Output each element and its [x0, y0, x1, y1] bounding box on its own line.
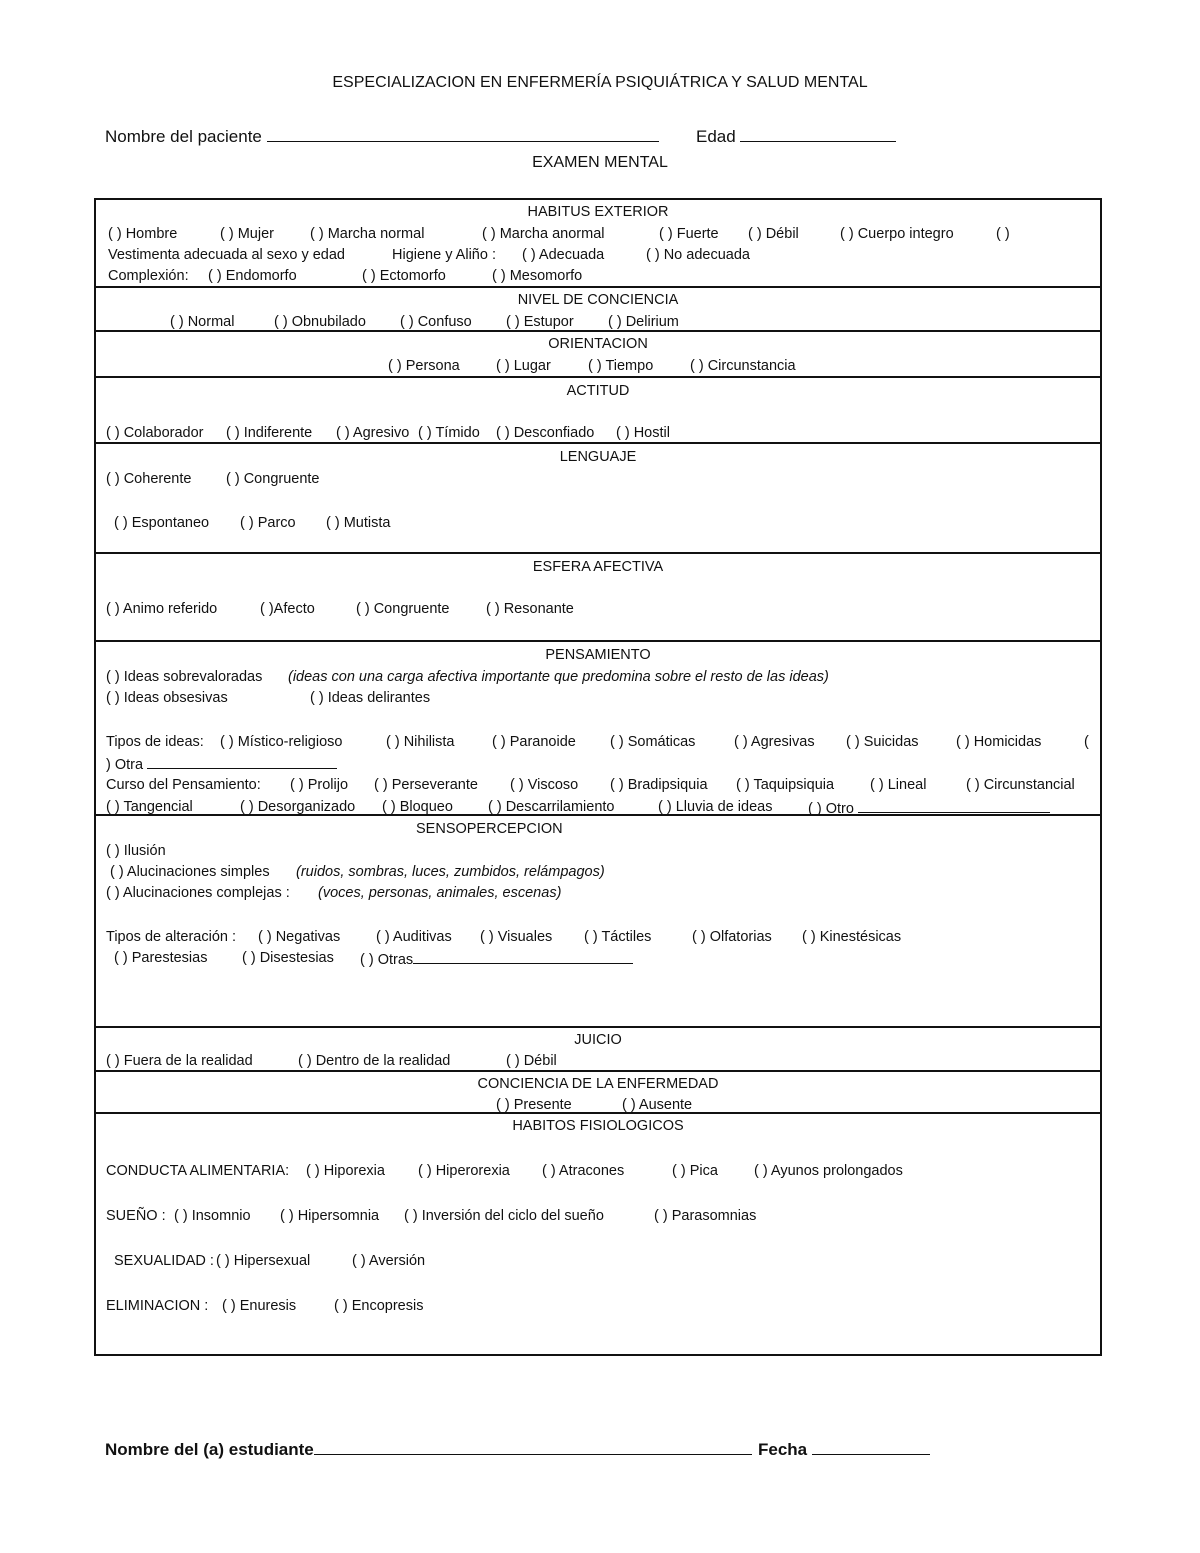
label: Tipos de alteración :	[106, 929, 237, 945]
option[interactable]: ( ) Hiperorexia	[418, 1163, 510, 1179]
option[interactable]: ( ) Parestesias	[114, 950, 208, 966]
age-row	[696, 125, 896, 147]
option[interactable]: ( ) Fuera de la realidad	[106, 1053, 253, 1069]
option[interactable]: ( ) Paranoide	[492, 734, 576, 750]
label: Higiene y Aliño :	[392, 247, 496, 263]
document-title: ESPECIALIZACION EN ENFERMERÍA PSIQUIÁTRICA Y SALUD MENTAL	[332, 74, 868, 91]
option[interactable]: ( ) Ilusión	[106, 843, 166, 859]
option[interactable]: ( ) Dentro de la realidad	[298, 1053, 451, 1069]
option[interactable]: ( ) Kinestésicas	[802, 929, 902, 945]
section-afectiva	[96, 552, 1100, 642]
section-title: CONCIENCIA DE LA ENFERMEDAD	[477, 1076, 719, 1092]
section-title: HABITOS FISIOLOGICOS	[512, 1118, 684, 1134]
option[interactable]: ( ) Otras	[360, 952, 414, 968]
option[interactable]: ( ) Mujer	[220, 226, 274, 242]
option[interactable]: ( ) Normal	[170, 314, 235, 330]
label: CONDUCTA ALIMENTARIA:	[106, 1163, 290, 1179]
option[interactable]: ) Otra	[106, 757, 144, 773]
section-title: HABITUS EXTERIOR	[527, 204, 669, 220]
option[interactable]: ( ) Descarrilamiento	[488, 799, 615, 815]
option[interactable]: ( ) Agresivo	[336, 425, 410, 441]
student-row	[105, 1438, 752, 1460]
section-fisiologicos	[96, 1112, 1100, 1356]
section-lenguaje	[96, 442, 1100, 554]
mental-exam-form	[94, 198, 1102, 1356]
option[interactable]: ( ) Prolijo	[290, 777, 349, 793]
section-actitud	[96, 376, 1100, 444]
option[interactable]: ( ) Pica	[672, 1163, 718, 1179]
student-name-field[interactable]	[314, 1438, 752, 1455]
option[interactable]: ( ) Desorganizado	[240, 799, 356, 815]
option[interactable]: (	[1084, 734, 1089, 750]
option[interactable]: ( ) No adecuada	[646, 247, 750, 263]
option[interactable]: ( ) Somáticas	[610, 734, 696, 750]
section-title: ACTITUD	[566, 383, 630, 399]
option[interactable]: ( ) Coherente	[106, 471, 192, 487]
option[interactable]: ( ) Inversión del ciclo del sueño	[404, 1208, 604, 1224]
option[interactable]: ( ) Bloqueo	[382, 799, 453, 815]
option[interactable]: ( ) Ideas sobrevaloradas	[106, 669, 263, 685]
option[interactable]: ( ) Marcha anormal	[482, 226, 605, 242]
option[interactable]: ( ) Débil	[506, 1053, 557, 1069]
option[interactable]: ( ) Animo referido	[106, 601, 218, 617]
option[interactable]: ( ) Ayunos prolongados	[754, 1163, 903, 1179]
other-field[interactable]	[858, 798, 1050, 813]
option[interactable]: ( ) Hiporexia	[306, 1163, 385, 1179]
option[interactable]: ( ) Táctiles	[584, 929, 652, 945]
option[interactable]: ( ) Circunstancia	[690, 358, 796, 374]
other-row	[106, 754, 337, 774]
option[interactable]: ( ) Negativas	[258, 929, 341, 945]
option[interactable]: ( ) Obnubilado	[274, 314, 366, 330]
exam-title: EXAMEN MENTAL	[532, 154, 668, 171]
student-name-label: Nombre del (a) estudiante	[105, 1440, 314, 1459]
option[interactable]: ( ) Fuerte	[659, 226, 719, 242]
option[interactable]: ( ) Lugar	[496, 358, 551, 374]
option[interactable]: ( ) Hipersomnia	[280, 1208, 380, 1224]
option[interactable]: ( ) Homicidas	[956, 734, 1042, 750]
section-title: LENGUAJE	[559, 449, 637, 465]
option[interactable]: ( ) Desconfiado	[496, 425, 595, 441]
option[interactable]: ( ) Mesomorfo	[492, 268, 583, 284]
option[interactable]: ( ) Suicidas	[846, 734, 919, 750]
option[interactable]: ( ) Parco	[240, 515, 296, 531]
option[interactable]: ( ) Indiferente	[226, 425, 313, 441]
age-label: Edad	[696, 127, 736, 146]
section-title: PENSAMIENTO	[545, 647, 651, 663]
section-title: JUICIO	[574, 1032, 622, 1048]
option[interactable]: ( ) Hipersexual	[216, 1253, 311, 1269]
option[interactable]: ( ) Atracones	[542, 1163, 625, 1179]
option[interactable]: ( ) Presente	[496, 1097, 572, 1113]
label: Vestimenta adecuada al sexo y edad	[108, 247, 345, 263]
section-title: SENSOPERCEPCION	[416, 821, 563, 837]
date-row	[758, 1438, 930, 1460]
option[interactable]: ( ) Insomnio	[174, 1208, 251, 1224]
section-senso	[96, 814, 1100, 1028]
option[interactable]: ( ) Parasomnias	[654, 1208, 757, 1224]
option[interactable]: ( ) Bradipsiquia	[610, 777, 708, 793]
option[interactable]: ( ) Taquipsiquia	[736, 777, 835, 793]
date-label: Fecha	[758, 1440, 808, 1459]
label: Tipos de ideas:	[106, 734, 204, 750]
section-enfermedad	[96, 1070, 1100, 1114]
option[interactable]: ( ) Tangencial	[106, 799, 193, 815]
option[interactable]: ( ) Ideas delirantes	[310, 690, 431, 706]
option[interactable]: ( ) Adecuada	[522, 247, 605, 263]
label: SUEÑO :	[106, 1208, 166, 1224]
option[interactable]: ( ) Otro	[808, 801, 854, 817]
section-title: NIVEL DE CONCIENCIA	[517, 292, 679, 308]
option[interactable]: ( ) Perseverante	[374, 777, 478, 793]
other-field[interactable]	[413, 949, 633, 964]
section-title: ESFERA AFECTIVA	[532, 559, 664, 575]
description: (ruidos, sombras, luces, zumbidos, relámpagos)	[296, 864, 605, 880]
option[interactable]: ( ) Místico-religioso	[220, 734, 343, 750]
option[interactable]: ( ) Ectomorfo	[362, 268, 446, 284]
section-pensamiento	[96, 640, 1100, 816]
option[interactable]: ( ) Marcha normal	[310, 226, 425, 242]
option[interactable]: ( ) Mutista	[326, 515, 391, 531]
option-other	[360, 949, 633, 969]
other-field[interactable]	[147, 754, 337, 769]
option[interactable]: ( ) Persona	[388, 358, 460, 374]
option[interactable]: ( ) Congruente	[226, 471, 320, 487]
option[interactable]: ( ) Lluvia de ideas	[658, 799, 773, 815]
option[interactable]: ( ) Nihilista	[386, 734, 455, 750]
option[interactable]: ( ) Cuerpo integro	[840, 226, 954, 242]
section-habitus	[96, 200, 1100, 288]
option[interactable]: ( ) Endomorfo	[208, 268, 297, 284]
label: Complexión:	[108, 268, 189, 284]
patient-name-label: Nombre del paciente	[105, 127, 262, 146]
option[interactable]: ( ) Auditivas	[376, 929, 452, 945]
option[interactable]: ( ) Aversión	[352, 1253, 426, 1269]
option[interactable]: ( ) Alucinaciones complejas :	[106, 885, 290, 901]
patient-name-field[interactable]	[267, 125, 659, 142]
section-orientacion	[96, 330, 1100, 378]
section-conciencia	[96, 286, 1100, 332]
option[interactable]: ( ) Hostil	[616, 425, 670, 441]
option[interactable]: ( ) Ideas obsesivas	[106, 690, 228, 706]
date-field[interactable]	[812, 1438, 930, 1455]
label: Curso del Pensamiento:	[106, 777, 261, 793]
option[interactable]: ( ) Agresivas	[734, 734, 815, 750]
section-juicio	[96, 1026, 1100, 1072]
description: (ideas con una carga afectiva importante que predomina sobre el resto de las ideas)	[288, 669, 829, 685]
option[interactable]: ( ) Viscoso	[510, 777, 579, 793]
option[interactable]: ( ) Tiempo	[588, 358, 654, 374]
option[interactable]: ( ) Ausente	[622, 1097, 693, 1113]
option[interactable]: ( ) Débil	[748, 226, 799, 242]
patient-name-row	[105, 125, 659, 147]
label: SEXUALIDAD :	[114, 1253, 214, 1269]
option[interactable]: ( )Afecto	[260, 601, 315, 617]
option[interactable]: ( ) Estupor	[506, 314, 574, 330]
option[interactable]: ( ) Tímido	[418, 425, 480, 441]
label: ELIMINACION :	[106, 1298, 209, 1314]
option[interactable]: ( ) Encopresis	[334, 1298, 424, 1314]
option[interactable]: ( ) Disestesias	[242, 950, 334, 966]
description: (voces, personas, animales, escenas)	[318, 885, 562, 901]
age-field[interactable]	[740, 125, 896, 142]
option[interactable]: ( ) Lineal	[870, 777, 927, 793]
section-title: ORIENTACION	[548, 336, 648, 352]
option[interactable]: ( ) Circunstancial	[966, 777, 1075, 793]
option[interactable]: ( ) Delirium	[608, 314, 679, 330]
option[interactable]: ( ) Visuales	[480, 929, 553, 945]
option[interactable]: ( ) Espontaneo	[114, 515, 210, 531]
option[interactable]: ( ) Hombre	[108, 226, 178, 242]
option[interactable]: ( ) Colaborador	[106, 425, 204, 441]
option[interactable]: ( ) Alucinaciones simples	[110, 864, 270, 880]
option[interactable]: ( ) Olfatorias	[692, 929, 772, 945]
option[interactable]: ( ) Congruente	[356, 601, 450, 617]
option[interactable]: ( ) Confuso	[400, 314, 472, 330]
option[interactable]: ( ) Resonante	[486, 601, 574, 617]
option[interactable]: ( )	[996, 226, 1010, 242]
option[interactable]: ( ) Enuresis	[222, 1298, 297, 1314]
